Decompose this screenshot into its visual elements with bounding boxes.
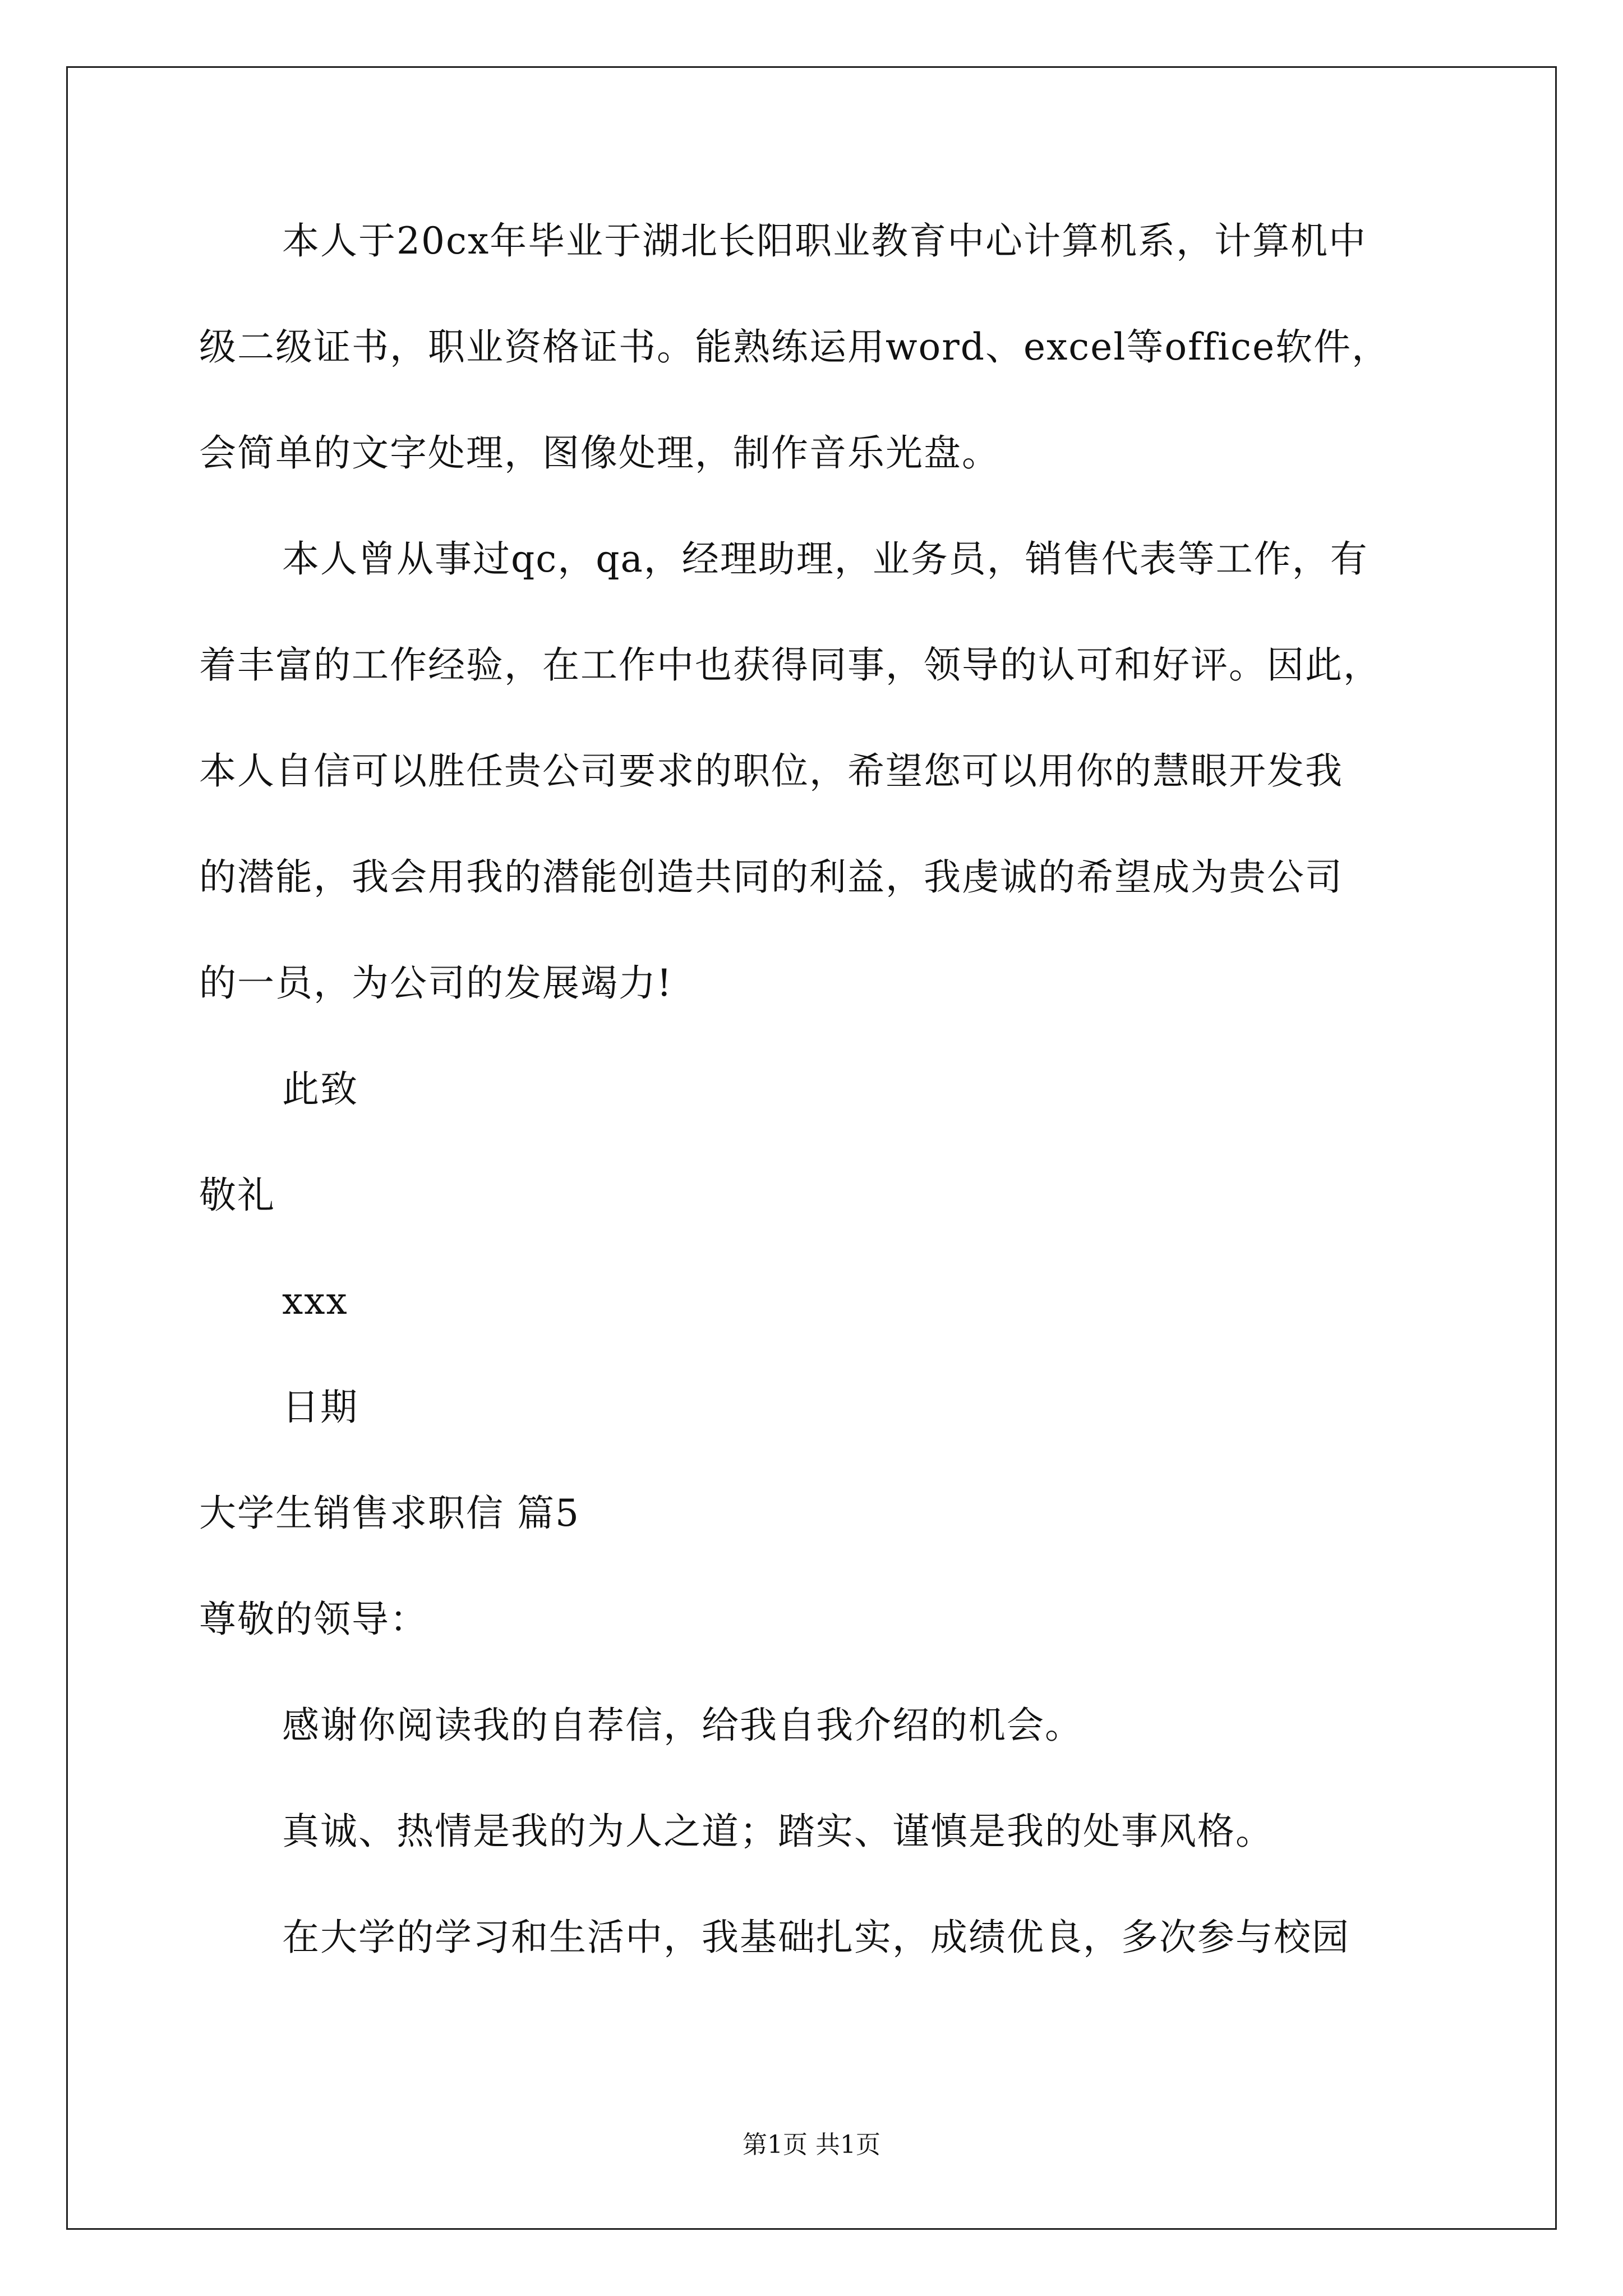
paragraph-line: 感谢你阅读我的自荐信，给我自我介绍的机会。	[282, 1704, 1083, 1747]
page-number-footer: 第1页 共1页	[743, 2131, 880, 2159]
section-heading: 大学生销售求职信 篇5	[199, 1492, 580, 1535]
closing-line: 此致	[282, 1068, 358, 1111]
paragraph-line: 在大学的学习和生活中，我基础扎实，成绩优良，多次参与校园	[282, 1916, 1350, 1959]
paragraph-line: 真诚、热情是我的为人之道；踏实、谨慎是我的处事风格。	[282, 1810, 1274, 1853]
date-line: 日期	[282, 1386, 358, 1429]
paragraph-line: 本人于20cx年毕业于湖北长阳职业教育中心计算机系，计算机中	[282, 219, 1367, 263]
paragraph-line: 本人曾从事过qc，qa，经理助理，业务员，销售代表等工作，有	[282, 537, 1368, 581]
paragraph-line: 的潜能，我会用我的潜能创造共同的利益，我虔诚的希望成为贵公司	[199, 855, 1343, 899]
salutation-line: 敬礼	[199, 1174, 275, 1217]
paragraph-line: 级二级证书，职业资格证书。能熟练运用word、excel等office软件，	[199, 325, 1390, 369]
paragraph-line: 的一员，为公司的发展竭力!	[199, 961, 673, 1005]
paragraph-line: 本人自信可以胜任贵公司要求的职位，希望您可以用你的慧眼开发我	[199, 749, 1343, 793]
page-border	[66, 66, 1557, 2230]
greeting-line: 尊敬的领导：	[199, 1598, 428, 1641]
signature-line: xxx	[282, 1280, 348, 1323]
paragraph-line: 会简单的文字处理，图像处理，制作音乐光盘。	[199, 431, 1000, 475]
paragraph-line: 着丰富的工作经验，在工作中也获得同事，领导的认可和好评。因此，	[199, 643, 1381, 687]
